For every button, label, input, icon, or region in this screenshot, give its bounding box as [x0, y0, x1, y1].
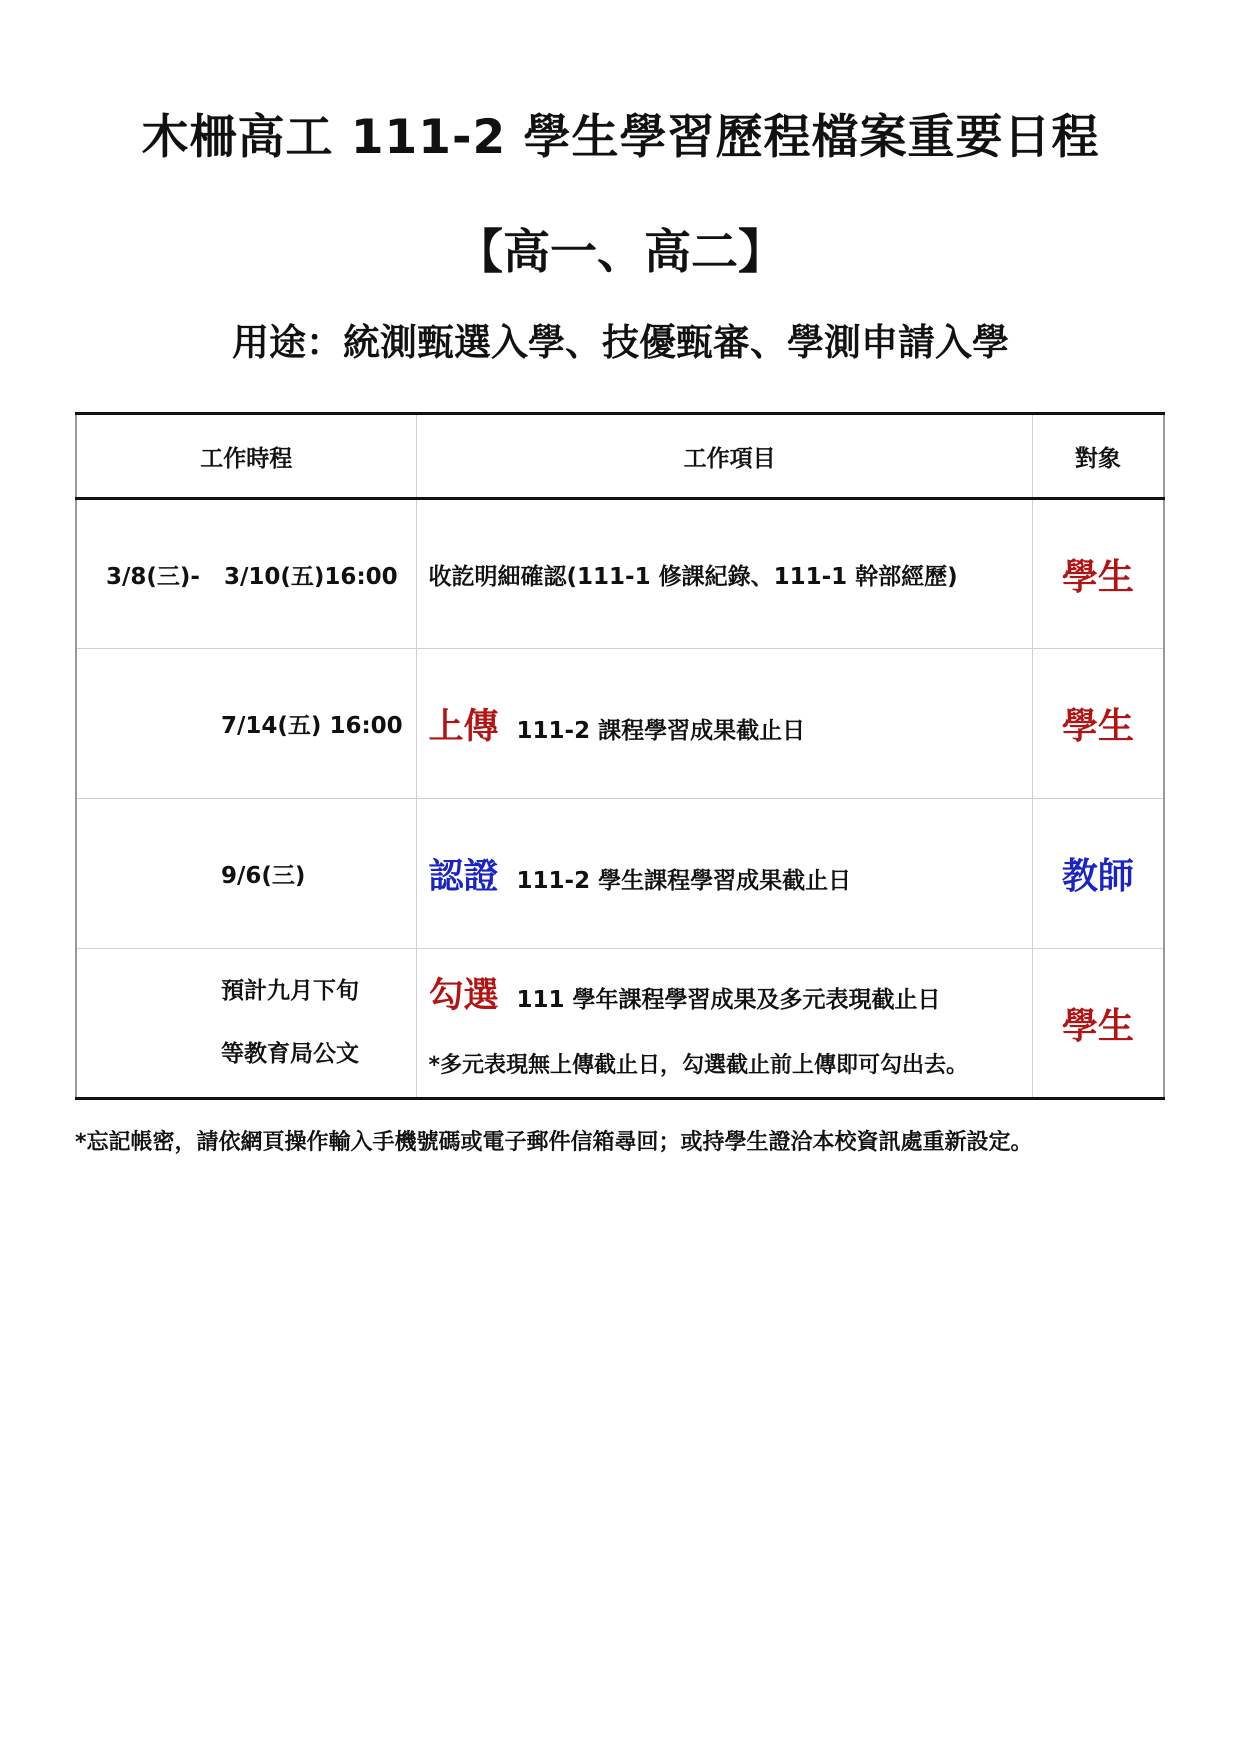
row-task: 111-2 課程學習成果截止日	[516, 717, 806, 744]
table-row	[76, 649, 1164, 799]
table-row	[76, 799, 1164, 949]
row-date-line1: 預計九月下旬	[221, 978, 359, 1004]
row-note: *多元表現無上傳截止日，勾選截止前上傳即可勾出去。	[428, 1052, 969, 1078]
row-action: 勾選	[428, 975, 499, 1016]
row-target: 學生	[1032, 949, 1164, 1099]
table-row	[76, 499, 1164, 649]
row-date: 7/14(五) 16:00	[221, 713, 403, 739]
row-target: 學生	[1032, 499, 1164, 649]
row-action: 認證	[428, 856, 499, 897]
page-title: 木柵高工 111-2 學生學習歷程檔案重要日程	[141, 110, 1100, 165]
row-task: 111 學年課程學習成果及多元表現截止日	[516, 986, 941, 1013]
header-schedule: 工作時程	[76, 414, 416, 499]
page-subtitle: 【高一、高二】	[456, 225, 785, 280]
row-target: 教師	[1032, 799, 1164, 949]
table-row	[76, 949, 1164, 1099]
table-header-row	[76, 414, 1164, 499]
footnote: *忘記帳密，請依網頁操作輸入手機號碼或電子郵件信箱尋回；或持學生證洽本校資訊處重新設定。	[75, 1130, 1033, 1155]
schedule-table	[75, 412, 1165, 1100]
row-date: 9/6(三)	[221, 863, 306, 889]
header-task: 工作項目	[416, 414, 1032, 499]
row-action: 上傳	[428, 706, 499, 747]
row-target: 學生	[1032, 649, 1164, 799]
purpose-line: 用途：統測甄選入學、技優甄審、學測申請入學	[232, 321, 1009, 364]
row-task: 111-2 學生課程學習成果截止日	[516, 867, 852, 894]
row-date: 3/8(三)- 3/10(五)16:00	[106, 563, 398, 590]
header-target: 對象	[1032, 414, 1164, 499]
row-date-line2: 等教育局公文	[221, 1041, 359, 1067]
row-task: 收訖明細確認(111-1 修課紀錄、111-1 幹部經歷)	[428, 563, 958, 590]
